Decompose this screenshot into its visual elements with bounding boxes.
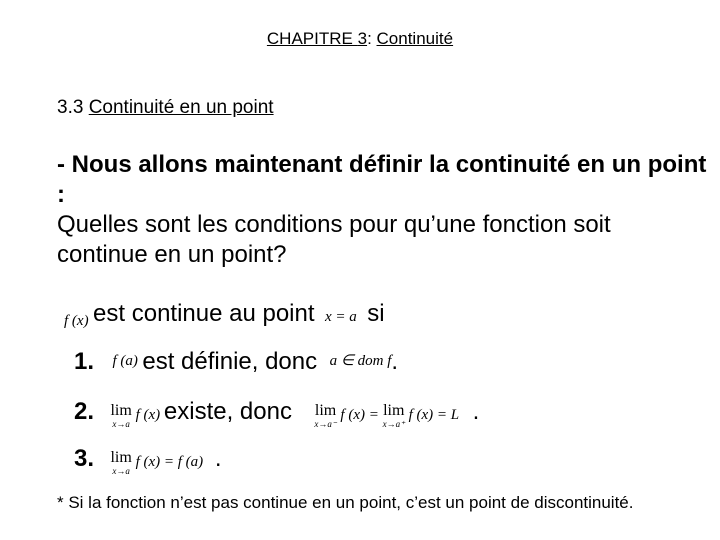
intro-bold-text: - Nous allons maintenant définir la continuité en un point :	[57, 151, 707, 208]
condition-2-end: .	[472, 398, 480, 425]
condition-2-formula: f (x)	[135, 407, 161, 423]
intro-paragraph	[57, 150, 707, 270]
condition-1-formula: f (a)	[112, 353, 138, 369]
condition-3-number: 3.	[74, 445, 95, 472]
condition-1	[74, 348, 398, 376]
footnote	[57, 492, 637, 513]
condition-3-limit	[110, 448, 206, 476]
condition-2-c-sub2: x→a⁺	[382, 418, 405, 429]
condition-3-lim-sub: x→a	[112, 465, 130, 476]
condition-1-number: 1.	[74, 348, 95, 375]
section-title: Continuité en un point	[88, 97, 274, 118]
intro-question: Quelles sont les conditions pour qu’une fonction soit continue en un point?	[57, 211, 611, 268]
chapter-number: 3	[357, 29, 368, 48]
condition-3-end: .	[214, 445, 222, 472]
condition-3-formula: f (x) = f (a)	[135, 454, 204, 470]
condition-1-end: .	[391, 348, 399, 375]
condition-2-c-lim1: lim	[314, 401, 337, 419]
chapter-colon: :	[367, 29, 377, 48]
condition-2-c-sub1: x→a⁻	[314, 418, 337, 429]
definition-line	[64, 300, 385, 330]
condition-2-c-lim2: lim	[383, 401, 405, 419]
definition-fx: f (x)	[64, 313, 89, 329]
condition-1-consequence: a ∈ dom f	[329, 353, 392, 369]
chapter-title: Continuité	[376, 29, 454, 48]
chapter-prefix: CHAPITRE	[266, 29, 358, 48]
definition-si: si	[367, 300, 385, 327]
condition-3	[74, 445, 222, 476]
footnote-text: * Si la fonction n’est pas continue en un point, c’est un point de discontinuité.	[57, 493, 634, 512]
condition-1-text: est définie, donc	[142, 348, 318, 375]
condition-2-lim: lim	[110, 401, 132, 419]
definition-point: x = a	[324, 309, 357, 325]
condition-2-text: existe, donc	[163, 398, 292, 425]
chapter-heading	[0, 29, 720, 49]
condition-2-consequence	[314, 401, 462, 429]
condition-2-lim-sub: x→a	[112, 418, 130, 429]
condition-2-number: 2.	[74, 398, 95, 425]
condition-3-lim: lim	[110, 448, 132, 466]
section-number: 3.3	[57, 97, 89, 118]
condition-2	[74, 398, 479, 429]
section-heading	[57, 97, 274, 119]
condition-2-limit	[110, 401, 163, 429]
condition-2-c-end: f (x) = L	[408, 407, 459, 423]
definition-text: est continue au point	[93, 300, 315, 327]
condition-2-c-mid: f (x) =	[340, 407, 379, 423]
